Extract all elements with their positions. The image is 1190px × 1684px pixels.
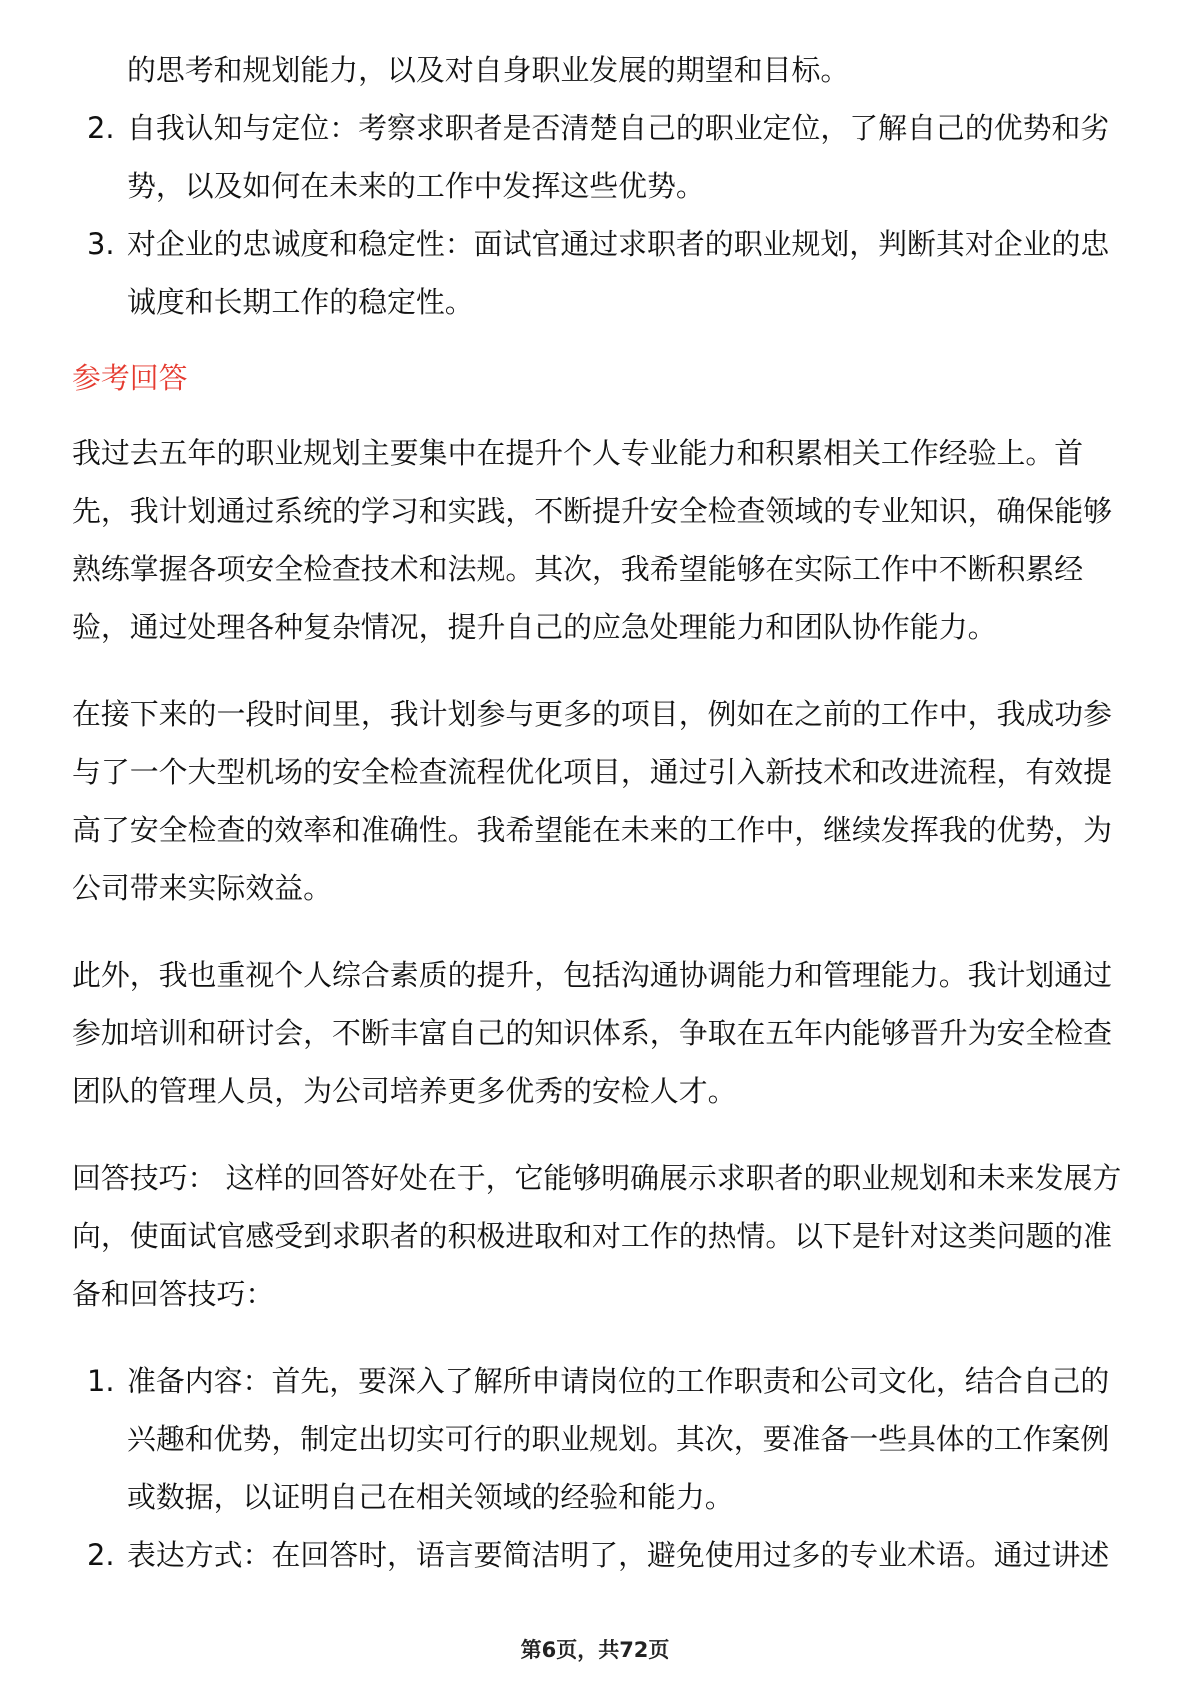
list-item-line: 势，以及如何在未来的工作中发挥这些优势。 [127,169,705,203]
list-item-line: 表达方式：在回答时，语言要简洁明了，避免使用过多的专业术语。通过讲述 [127,1538,1110,1572]
list-item-line: 准备内容：首先，要深入了解所申请岗位的工作职责和公司文化，结合自己的 [127,1364,1110,1398]
paragraph [72,424,1132,656]
list-number: 2. [87,1538,115,1572]
list-item-line: 兴趣和优势，制定出切实可行的职业规划。其次，要准备一些具体的工作案例 [127,1422,1110,1456]
list-item [72,215,1132,331]
list-item [72,99,1132,215]
paragraph-line: 高了安全检查的效率和准确性。我希望能在未来的工作中，继续发挥我的优势，为 [72,813,1113,847]
paragraph-line: 团队的管理人员，为公司培养更多优秀的安检人才。 [72,1074,737,1108]
list-item-line: 自我认知与定位：考察求职者是否清楚自己的职业定位，了解自己的优势和劣 [127,111,1110,145]
section-heading: 参考回答 [72,361,188,395]
list-item-line: 诚度和长期工作的稳定性。 [127,285,474,319]
paragraph-line: 与了一个大型机场的安全检查流程优化项目，通过引入新技术和改进流程，有效提 [72,755,1113,789]
list-number: 3. [87,227,115,261]
paragraph-line: 向，使面试官感受到求职者的积极进取和对工作的热情。以下是针对这类问题的准 [72,1219,1113,1253]
paragraph-line: 此外，我也重视个人综合素质的提升，包括沟通协调能力和管理能力。我计划通过 [72,958,1113,992]
page-number-footer: 第6页，共72页 [520,1638,670,1662]
paragraph-line: 公司带来实际效益。 [72,871,333,905]
paragraph-line: 先，我计划通过系统的学习和实践，不断提升安全检查领域的专业知识，确保能够 [72,494,1113,528]
answer-tips-paragraph [72,1149,1132,1323]
list-number: 1. [87,1364,115,1398]
list-item-continuation: 的思考和规划能力，以及对自身职业发展的期望和目标。 [127,53,850,87]
paragraph-line: 我过去五年的职业规划主要集中在提升个人专业能力和积累相关工作经验上。首 [72,436,1084,470]
document-page-content [72,41,1132,1584]
paragraph-line: 参加培训和研讨会，不断丰富自己的知识体系，争取在五年内能够晋升为安全检查 [72,1016,1113,1050]
paragraph-line: 回答技巧： 这样的回答好处在于，它能够明确展示求职者的职业规划和未来发展方 [72,1161,1122,1195]
paragraph [72,685,1132,917]
list-item-line: 或数据，以证明自己在相关领域的经验和能力。 [127,1480,734,1514]
list-item [72,1526,1132,1584]
criteria-list [72,41,1132,331]
paragraph [72,946,1132,1120]
paragraph-line: 在接下来的一段时间里，我计划参与更多的项目，例如在之前的工作中，我成功参 [72,697,1113,731]
list-item-line: 对企业的忠诚度和稳定性：面试官通过求职者的职业规划，判断其对企业的忠 [127,227,1110,261]
list-number: 2. [87,111,115,145]
tips-list [72,1352,1132,1584]
paragraph-line: 备和回答技巧： [72,1277,275,1311]
paragraph-line: 验，通过处理各种复杂情况，提升自己的应急处理能力和团队协作能力。 [72,610,997,644]
paragraph-line: 熟练掌握各项安全检查技术和法规。其次，我希望能够在实际工作中不断积累经 [72,552,1084,586]
list-item [72,1352,1132,1526]
